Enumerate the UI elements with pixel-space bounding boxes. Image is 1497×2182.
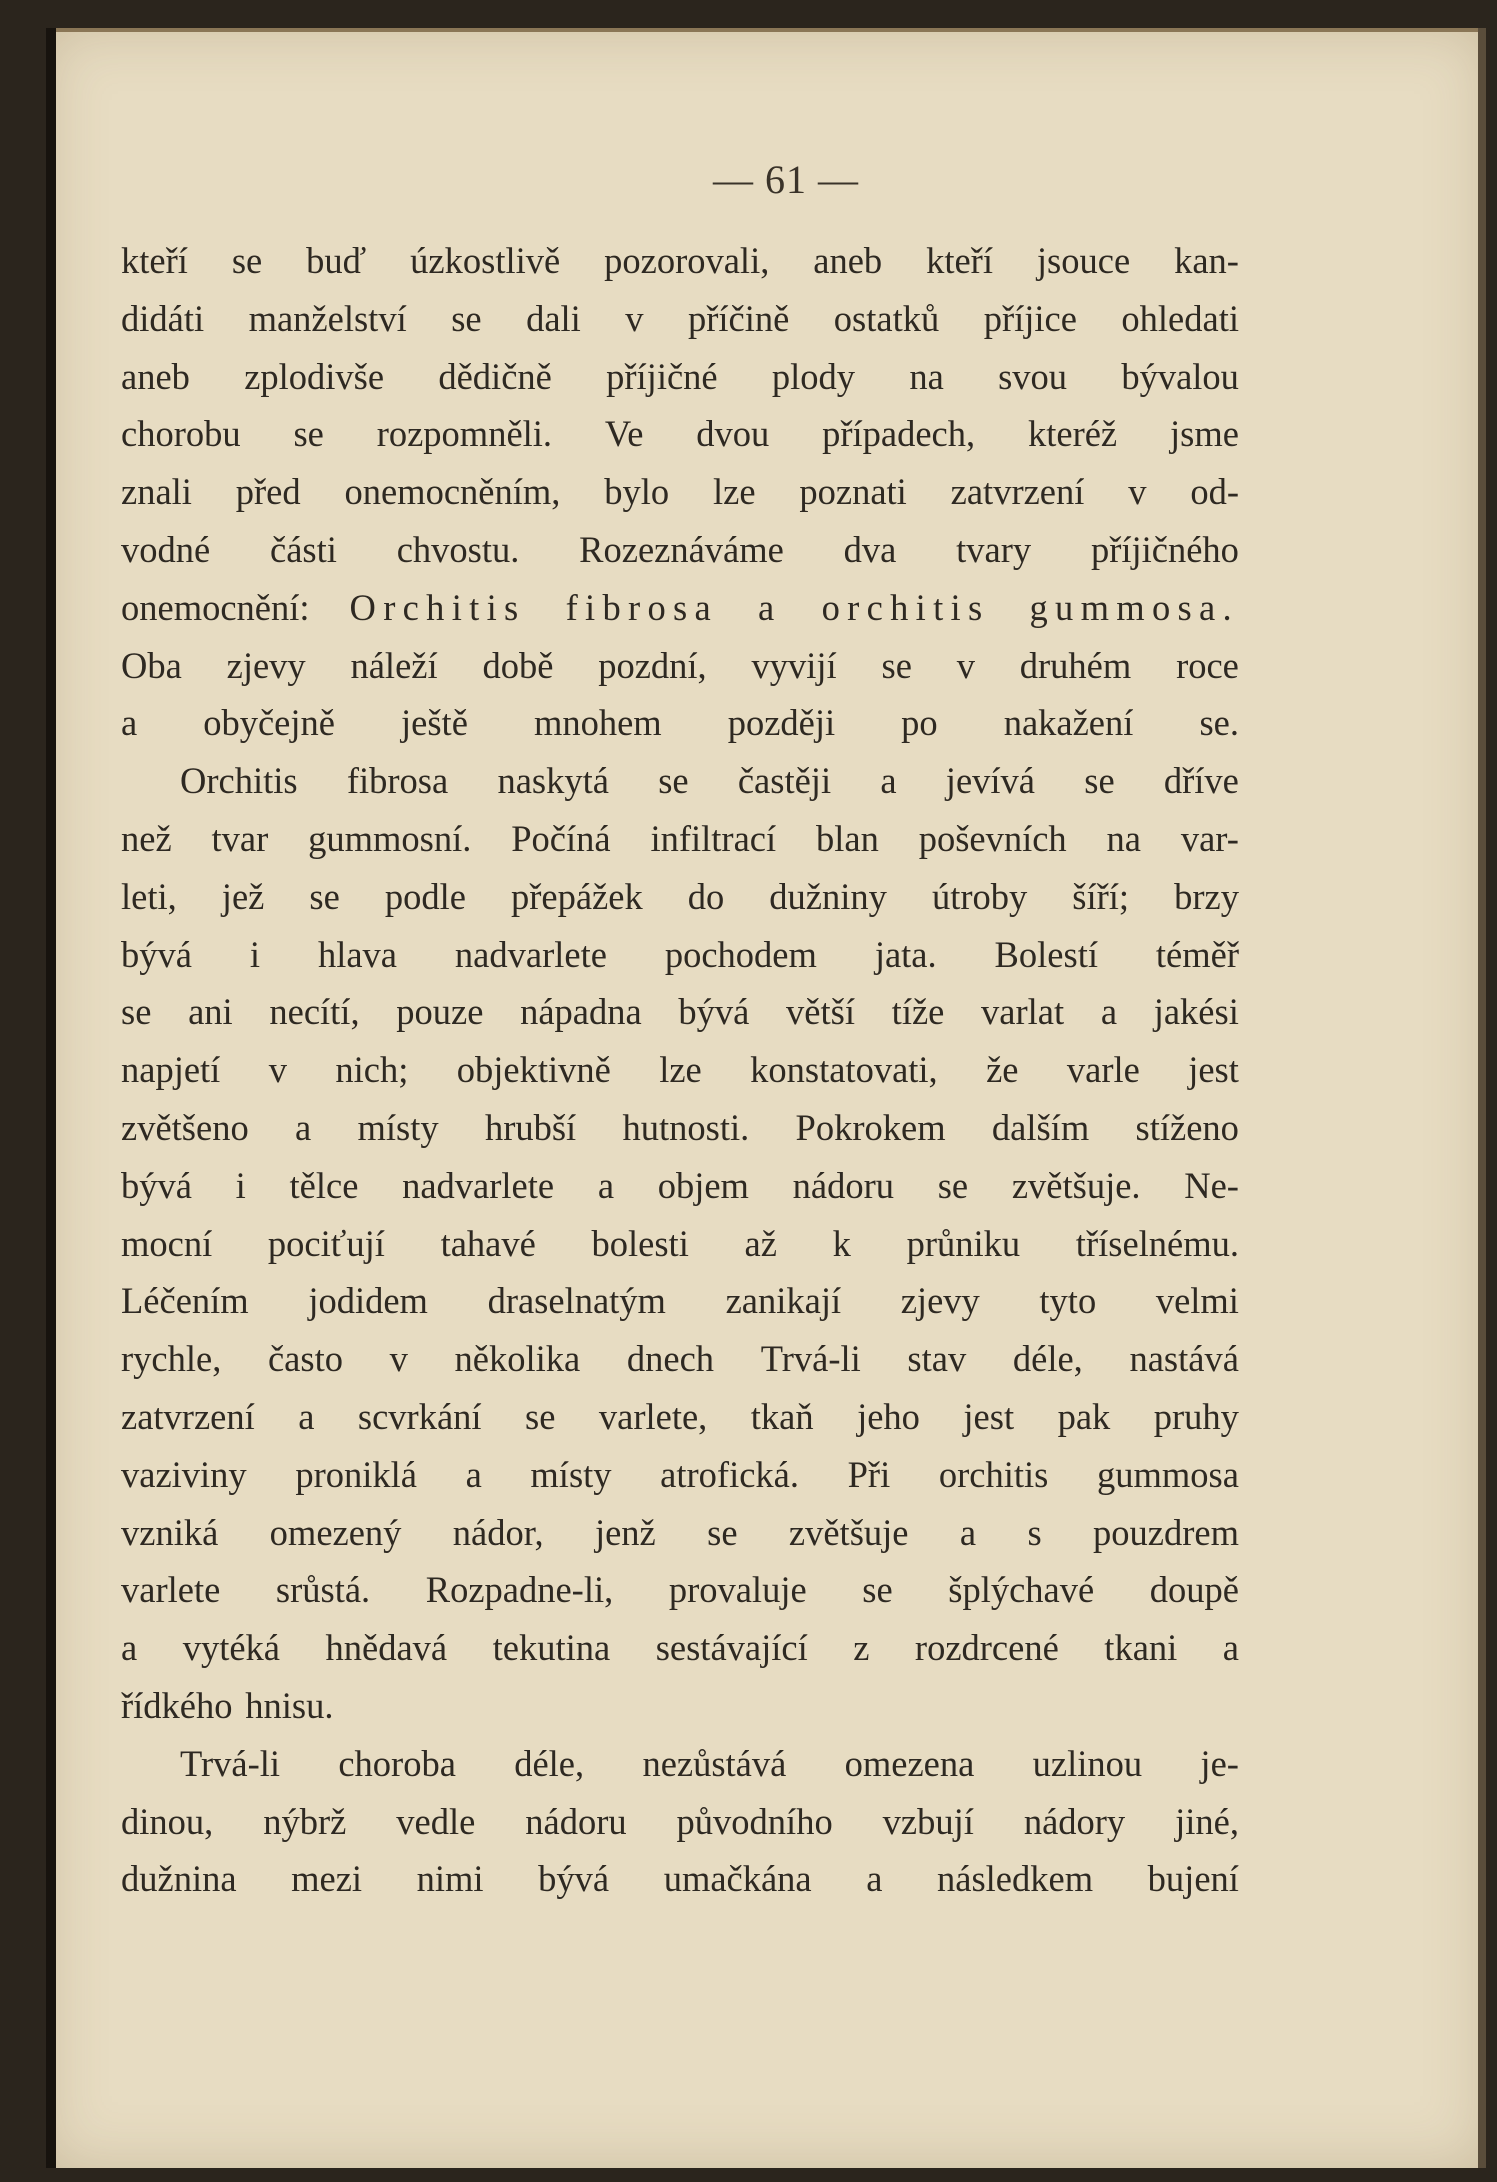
word: bujení — [1147, 1858, 1239, 1900]
word: příjičné — [606, 355, 718, 397]
word: dinou, — [121, 1800, 214, 1842]
word: chvostu. — [396, 528, 520, 570]
word: dnech — [626, 1338, 715, 1380]
word: nich; — [335, 1049, 409, 1091]
word: rychle, — [121, 1338, 222, 1380]
word: v — [389, 1338, 408, 1380]
word: a — [298, 1395, 315, 1437]
word: příjice — [983, 297, 1077, 339]
word: tahavé — [440, 1222, 536, 1264]
word: lze — [659, 1049, 702, 1091]
word: provaluje — [668, 1569, 807, 1611]
word: zvětšeno — [121, 1106, 249, 1148]
word: několika — [454, 1338, 581, 1380]
word: se — [293, 413, 324, 455]
word: tyto — [1039, 1280, 1097, 1322]
word: Při — [847, 1453, 891, 1495]
word: varle — [1066, 1049, 1140, 1091]
word: bolesti — [591, 1222, 689, 1264]
word: ohledati — [1121, 297, 1239, 339]
word: tvar — [211, 817, 269, 859]
word: ani — [188, 991, 233, 1033]
word: a — [959, 1511, 977, 1553]
word: déle, — [514, 1742, 585, 1784]
word: průniku — [906, 1222, 1021, 1264]
word: se — [862, 1569, 893, 1611]
word: scvrkání — [357, 1395, 482, 1437]
word: na — [1106, 817, 1141, 859]
text-line — [121, 463, 1239, 521]
word: rozpomněli. — [376, 413, 553, 455]
word: před — [235, 471, 301, 513]
word: var- — [1180, 817, 1239, 859]
word: Ne- — [1184, 1164, 1239, 1206]
word: infiltrací — [650, 817, 777, 859]
word: varlete — [121, 1569, 221, 1611]
word: a — [880, 760, 897, 802]
word: místy — [357, 1106, 439, 1148]
word: necítí, — [269, 991, 360, 1033]
word: se — [881, 644, 912, 686]
word: napjetí — [121, 1049, 221, 1091]
word: se — [707, 1511, 738, 1553]
word: až — [744, 1222, 777, 1264]
text-line — [121, 579, 1239, 637]
paragraph — [121, 232, 1239, 752]
word: roce — [1176, 644, 1239, 686]
word: vzbují — [882, 1800, 974, 1842]
word: druhém — [1019, 644, 1132, 686]
word: k — [832, 1222, 851, 1264]
word: hnědavá — [325, 1627, 448, 1669]
word: jeho — [857, 1395, 920, 1437]
word: tkani — [1104, 1627, 1178, 1669]
word: svou — [998, 355, 1068, 397]
word: leti, — [121, 875, 177, 917]
text-line — [121, 637, 1239, 695]
word: dužnina — [121, 1858, 237, 1900]
word: vyvijí — [751, 644, 837, 686]
word: s — [1027, 1511, 1042, 1553]
word: do — [687, 875, 725, 917]
word: blan — [815, 817, 879, 859]
word: bývá — [121, 1164, 192, 1206]
word: a — [121, 1627, 138, 1669]
word: Oba — [121, 644, 182, 686]
word: nastává — [1129, 1338, 1239, 1380]
word: nýbrž — [263, 1800, 347, 1842]
word: fibrosa — [565, 586, 719, 628]
word: dříve — [1163, 760, 1239, 802]
word: jenž — [594, 1511, 656, 1553]
word: objem — [657, 1164, 749, 1206]
word: tělce — [289, 1164, 359, 1206]
word: bývá — [678, 991, 750, 1033]
word: mocní — [121, 1222, 213, 1264]
word: a — [758, 586, 782, 628]
word: poznati — [799, 471, 907, 513]
word: nadvarlete — [454, 933, 607, 975]
word: pouzdrem — [1093, 1511, 1239, 1553]
word: hrubší — [484, 1106, 577, 1148]
word: dědičně — [438, 355, 552, 397]
word: bylo — [604, 471, 670, 513]
word: původního — [676, 1800, 833, 1842]
word: přepážek — [510, 875, 643, 917]
text-line — [121, 1330, 1239, 1388]
word: kteří — [121, 240, 188, 281]
word: ostatků — [833, 297, 940, 339]
word: nadvarlete — [402, 1164, 555, 1206]
word: stav — [907, 1338, 967, 1380]
word: i — [235, 1164, 246, 1206]
word: po — [901, 702, 938, 744]
word: manželství — [248, 297, 407, 339]
word: fibrosa — [346, 760, 449, 802]
word: aneb — [813, 240, 883, 281]
word: naskytá — [497, 760, 609, 802]
word: mnohem — [533, 702, 662, 744]
word: z — [853, 1627, 870, 1669]
text-line — [121, 1793, 1239, 1851]
word: se — [525, 1395, 556, 1437]
word: plody — [771, 355, 856, 397]
text-line — [121, 1735, 1239, 1793]
word: často — [267, 1338, 343, 1380]
word: Trvá-li — [760, 1338, 861, 1380]
word: zjevy — [900, 1280, 980, 1322]
text-line — [121, 1388, 1239, 1446]
word: Orchitis — [180, 760, 298, 802]
word: místy — [530, 1453, 612, 1495]
word: jsouce — [1036, 240, 1131, 281]
word: varlete, — [598, 1395, 708, 1437]
word: kteří — [926, 240, 993, 281]
word: obyčejně — [203, 702, 335, 744]
word: gummosa — [1096, 1453, 1239, 1495]
text-line — [121, 521, 1239, 579]
text-line — [121, 1099, 1239, 1157]
word: a — [866, 1858, 883, 1900]
text-line — [121, 1561, 1239, 1619]
word: dali — [526, 297, 581, 339]
body-text — [121, 232, 1239, 1908]
word: zatvrzení — [950, 471, 1085, 513]
word: stíženo — [1135, 1106, 1239, 1148]
word: řídkého — [121, 1684, 233, 1726]
word: v — [625, 297, 644, 339]
word: se — [309, 875, 340, 917]
word: zvětšuje. — [1011, 1164, 1141, 1206]
word: se. — [1199, 702, 1239, 744]
word: nápadna — [520, 991, 642, 1033]
word: varlat — [981, 991, 1065, 1033]
word: Rozeznáváme — [579, 528, 784, 570]
word: Orchitis — [349, 586, 526, 628]
word: zanikají — [725, 1280, 842, 1322]
word: orchitis — [821, 586, 990, 628]
word: hlava — [317, 933, 397, 975]
word: konstatovati, — [750, 1049, 938, 1091]
word: hnisu. — [245, 1684, 334, 1726]
word: dužniny — [769, 875, 887, 917]
word: nádor, — [452, 1511, 544, 1553]
word: nádoru — [792, 1164, 895, 1206]
word: vzniká — [121, 1511, 219, 1553]
text-line — [121, 983, 1239, 1041]
word: šíří; — [1072, 875, 1130, 917]
text-line — [121, 1272, 1239, 1330]
word: pruhy — [1153, 1395, 1239, 1437]
word: dvou — [696, 413, 770, 455]
text-line — [121, 1446, 1239, 1504]
binding-gutter — [46, 28, 56, 2168]
word: se — [658, 760, 689, 802]
page-number: — 61 — — [713, 157, 859, 202]
word: jest — [963, 1395, 1015, 1437]
word: Ve — [604, 413, 644, 455]
word: ještě — [401, 702, 468, 744]
word: mezi — [291, 1858, 363, 1900]
paragraph — [121, 1735, 1239, 1908]
word: jevívá — [945, 760, 1035, 802]
word: znali — [121, 471, 192, 513]
word: bývá — [121, 933, 192, 975]
word: gummosní. — [308, 817, 472, 859]
page-right-edge — [1478, 28, 1486, 2168]
text-line — [121, 1677, 1239, 1735]
word: jiné, — [1175, 1800, 1239, 1842]
word: bývá — [538, 1858, 610, 1900]
word: Pokrokem — [795, 1106, 946, 1148]
word: kan- — [1174, 240, 1239, 281]
word: jež — [221, 875, 265, 917]
word: následkem — [937, 1858, 1094, 1900]
word: nakažení — [1003, 702, 1134, 744]
word: se — [121, 991, 152, 1033]
word: se — [231, 240, 263, 281]
word: kteréž — [1027, 413, 1118, 455]
word: jsme — [1169, 413, 1239, 455]
word: brzy — [1174, 875, 1239, 917]
word: jakési — [1153, 991, 1239, 1033]
word: době — [482, 644, 554, 686]
word: gummosa. — [1029, 586, 1239, 628]
word: vaziviny — [121, 1453, 247, 1495]
word: srůstá. — [275, 1569, 371, 1611]
word: vedle — [396, 1800, 476, 1842]
word: tvary — [956, 528, 1032, 570]
word: zjevy — [226, 644, 306, 686]
word: příjičného — [1090, 528, 1239, 570]
word: v — [1128, 471, 1147, 513]
word: téměř — [1155, 933, 1239, 975]
text-line — [121, 290, 1239, 348]
word: než — [121, 817, 172, 859]
word: rozdrcené — [914, 1627, 1059, 1669]
word: podle — [384, 875, 466, 917]
word: sestávající — [655, 1627, 808, 1669]
word: pociťují — [267, 1222, 385, 1264]
word: zvětšuje — [788, 1511, 909, 1553]
word: pak — [1057, 1395, 1111, 1437]
text-line — [121, 232, 1239, 290]
word: objektivně — [456, 1049, 611, 1091]
word: od- — [1190, 471, 1239, 513]
word: příčině — [687, 297, 790, 339]
word: doupě — [1149, 1569, 1239, 1611]
word: se — [451, 297, 482, 339]
text-line — [121, 405, 1239, 463]
text-line — [121, 1157, 1239, 1215]
word: choroba — [338, 1742, 456, 1784]
text-line — [121, 694, 1239, 752]
word: tíže — [891, 991, 945, 1033]
word: případech, — [822, 413, 976, 455]
text-line — [121, 1504, 1239, 1562]
paragraph — [121, 752, 1239, 1735]
word: dalším — [991, 1106, 1090, 1148]
text-line — [121, 752, 1239, 810]
word: vytéká — [182, 1627, 280, 1669]
word: jest — [1188, 1049, 1239, 1091]
word: didáti — [121, 297, 205, 339]
word: lze — [712, 471, 756, 513]
word: větší — [786, 991, 855, 1033]
word: vodné — [121, 528, 211, 570]
word: je- — [1200, 1742, 1239, 1784]
word: aneb — [121, 355, 190, 397]
word: poševních — [918, 817, 1067, 859]
word: proniklá — [295, 1453, 417, 1495]
word: později — [727, 702, 836, 744]
word: útroby — [931, 875, 1028, 917]
text-line — [121, 348, 1239, 406]
word: velmi — [1155, 1280, 1239, 1322]
word: umačkána — [663, 1858, 812, 1900]
word: hutnosti. — [622, 1106, 750, 1148]
word: orchitis — [938, 1453, 1049, 1495]
word: častěji — [737, 760, 832, 802]
text-line — [121, 1850, 1239, 1908]
word: a — [1100, 991, 1118, 1033]
word: atrofická. — [660, 1453, 799, 1495]
word: a — [295, 1106, 312, 1148]
word: se — [937, 1164, 969, 1206]
word: tekutina — [492, 1627, 611, 1669]
word: nezůstává — [642, 1742, 787, 1784]
word: bývalou — [1121, 355, 1239, 397]
word: zplodivše — [244, 355, 385, 397]
word: jodidem — [308, 1280, 428, 1322]
word: na — [909, 355, 944, 397]
word: části — [270, 528, 337, 570]
word: se — [1084, 760, 1115, 802]
word: Léčením — [121, 1280, 249, 1322]
word: v — [268, 1049, 287, 1091]
word: pozdní, — [598, 644, 707, 686]
word: šplýchavé — [948, 1569, 1095, 1611]
word: náleží — [350, 644, 438, 686]
text-line — [121, 1619, 1239, 1677]
text-line — [121, 810, 1239, 868]
page-top-edge — [46, 28, 1486, 32]
word: onemocnění: — [121, 586, 310, 628]
word: uzlinou — [1032, 1742, 1143, 1784]
word: úzkostlivě — [410, 240, 561, 281]
word: déle, — [1012, 1338, 1083, 1380]
word: zatvrzení — [121, 1395, 255, 1437]
word: nádory — [1023, 1800, 1126, 1842]
word: chorobu — [121, 413, 241, 455]
word: že — [986, 1049, 1019, 1091]
word: Bolestí — [994, 933, 1098, 975]
word: buď — [306, 240, 367, 281]
text-line — [121, 1041, 1239, 1099]
word: draselnatým — [487, 1280, 666, 1322]
word: a — [121, 702, 138, 744]
word: Rozpadne-li, — [425, 1569, 614, 1611]
word: a — [597, 1164, 615, 1206]
word: dva — [843, 528, 897, 570]
text-line — [121, 1215, 1239, 1273]
word: a — [465, 1453, 482, 1495]
word: a — [1222, 1627, 1239, 1669]
word: omezena — [844, 1742, 975, 1784]
word: Trvá-li — [180, 1742, 281, 1784]
word: jata. — [874, 933, 937, 975]
text-line — [121, 926, 1239, 984]
word: nimi — [416, 1858, 484, 1900]
word: pouze — [396, 991, 484, 1033]
word: i — [249, 933, 261, 975]
text-line — [121, 868, 1239, 926]
word: nádoru — [525, 1800, 627, 1842]
word: omezený — [269, 1511, 402, 1553]
word: tkaň — [750, 1395, 814, 1437]
word: tříselnému. — [1075, 1222, 1239, 1264]
word: v — [956, 644, 975, 686]
word: onemocněním, — [344, 471, 561, 513]
word: pozorovali, — [604, 240, 770, 281]
word: pochodem — [664, 933, 817, 975]
word: Počíná — [511, 817, 611, 859]
